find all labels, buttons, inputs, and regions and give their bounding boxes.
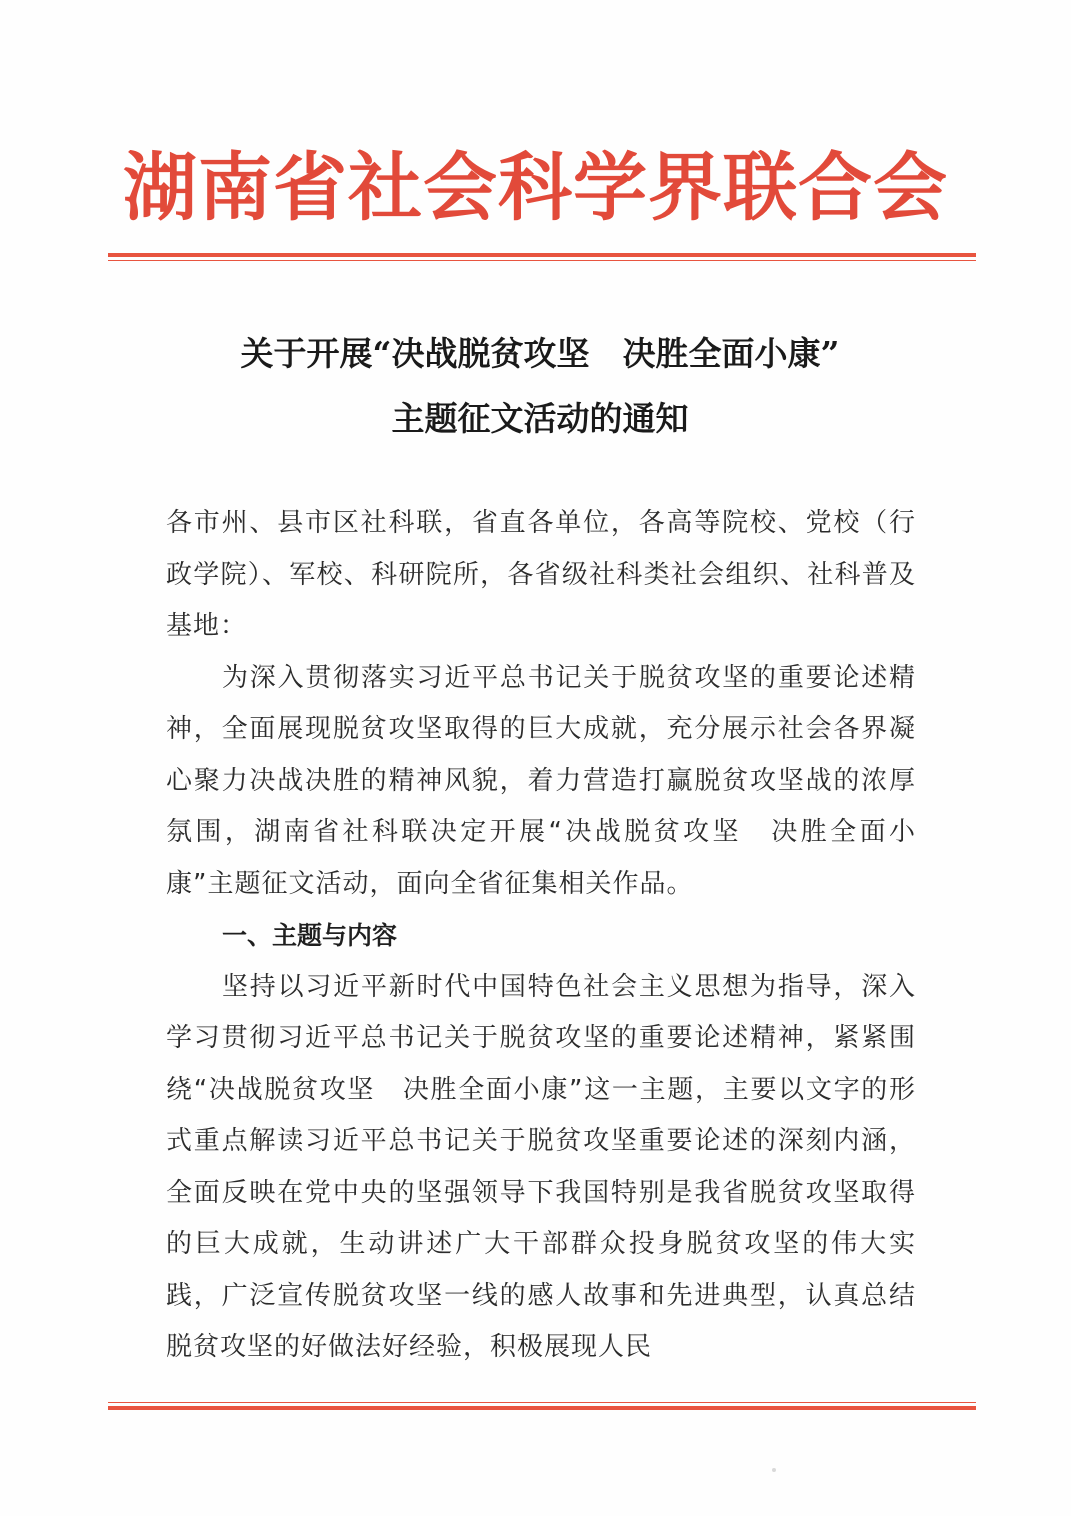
letterhead-divider-top <box>108 253 976 261</box>
document-title-line-2: 主题征文活动的通知 <box>391 399 689 438</box>
scan-speck <box>772 1468 776 1472</box>
document-body <box>166 498 916 1374</box>
addressee-paragraph: 各市州、县市区社科联，省直各单位，各高等院校、党校（行政学院）、军校、科研院所，各省级社科类社会组织、社科普及基地： <box>166 508 916 641</box>
letterhead-org-name: 湖南省社会科学界联合会 <box>123 145 948 231</box>
section-paragraph: 坚持以习近平新时代中国特色社会主义思想为指导，深入学习贯彻习近平总书记关于脱贫攻坚的重要论述精神，紧紧围绕“决战脱贫攻坚 决胜全面小康”这一主题，主要以文字的形式重点解读习近平总书记关于脱贫攻坚重要论述的深刻内涵，全面反映在党中央的坚强领导下我国特别是我省脱贫攻坚取得的巨大成就，生动讲述广大干部群众投身脱贫攻坚的伟大实践，广泛宣传脱贫攻坚一线的感人故事和先进典型，认真总结脱贫攻坚的好做法好经验，积极展现人民 <box>166 971 916 1362</box>
section-heading: 一、主题与内容 <box>222 921 398 950</box>
intro-paragraph: 为深入贯彻落实习近平总书记关于脱贫攻坚的重要论述精神，全面展现脱贫攻坚取得的巨大成就，充分展示社会各界凝心聚力决战决胜的精神风貌，着力营造打赢脱贫攻坚战的浓厚氛围，湖南省社科联决定开展“决战脱贫攻坚 决胜全面小康”主题征文活动，面向全省征集相关作品。 <box>166 662 916 899</box>
footer-divider <box>108 1402 976 1410</box>
document-title-line-1: 关于开展“决战脱贫攻坚 决胜全面小康” <box>240 334 840 373</box>
